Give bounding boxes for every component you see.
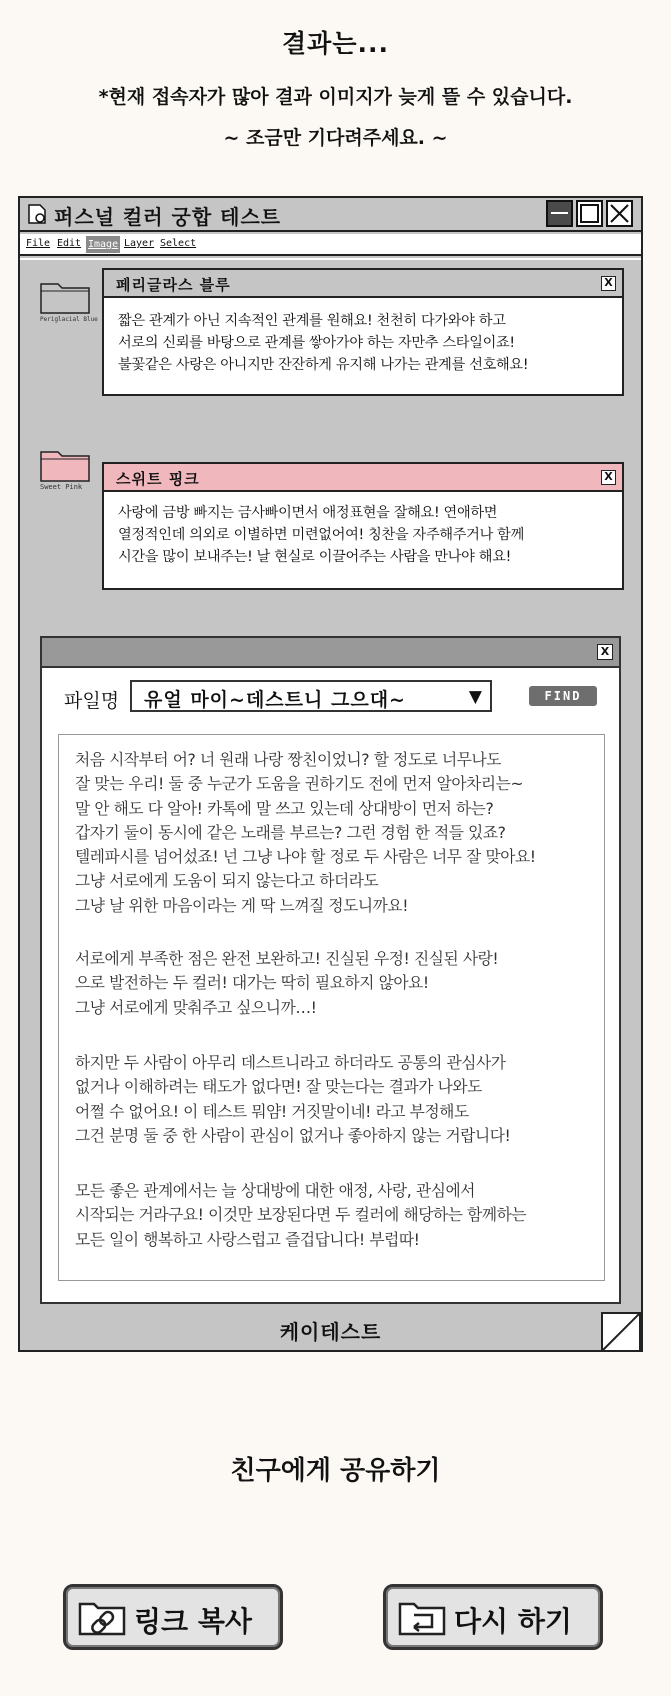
close-button[interactable] xyxy=(606,200,633,227)
paragraph-line: 처음 시작부터 어? 너 원래 나랑 짱친이었니? 할 정도로 너무나도 xyxy=(75,750,501,769)
retry-button[interactable] xyxy=(383,1584,603,1650)
paragraph-line: 모든 좋은 관계에서는 늘 상대방에 대한 애정, 사랑, 관심에서 xyxy=(75,1181,475,1200)
folder-label-pink: Sweet Pink xyxy=(40,483,83,491)
result-panel xyxy=(40,636,621,1304)
menu-edit[interactable]: Edit xyxy=(57,238,82,249)
minimize-button[interactable] xyxy=(546,200,573,227)
paragraph-line: 잘 맞는 우리! 둘 중 누군가 도움을 권하기도 전에 먼저 알아차리는~ xyxy=(75,774,524,794)
card-title: 스위트 핑크 xyxy=(116,470,200,488)
card-description xyxy=(118,502,612,568)
file-name-label: 파일명 xyxy=(64,690,120,712)
paragraph xyxy=(75,748,594,918)
paragraph-line: 텔레파시를 넘어섰죠! 넌 그냥 나야 할 정로 두 사람은 너무 잘 맞아요! xyxy=(75,847,536,867)
result-heading: 결과는... xyxy=(282,29,389,58)
copy-link-button[interactable] xyxy=(63,1584,283,1650)
paragraph xyxy=(75,1179,594,1252)
menu-select[interactable]: Select xyxy=(160,238,197,249)
card-titlebar xyxy=(104,270,622,298)
card-close-button[interactable]: X xyxy=(601,470,616,485)
paragraph-line: 말 안 해도 다 알아! 카톡에 말 쓰고 있는데 상대방이 먼저 하는? xyxy=(75,798,494,818)
card-periglacial-blue xyxy=(102,268,624,396)
panel-close-button[interactable]: X xyxy=(597,644,613,660)
menu-divider xyxy=(20,258,641,260)
paragraph-line: 그냥 서로에게 도움이 되지 않는다고 하더라도 xyxy=(75,871,379,891)
result-text-area xyxy=(58,734,605,1281)
retry-icon xyxy=(398,1599,448,1637)
copy-link-label: 링크 복사 xyxy=(134,1605,252,1638)
find-button[interactable]: FIND xyxy=(529,686,597,706)
paragraph-line: 갑자기 둘이 동시에 같은 노래를 부르는? 그런 경험 한 적들 있죠? xyxy=(75,822,506,842)
maximize-icon xyxy=(578,202,601,225)
card-line: 불꽃같은 사랑은 아니지만 잔잔하게 유지해 나가는 관계를 선호해요! xyxy=(118,357,529,373)
paragraph-line: 그건 분명 둘 중 한 사람이 관심이 없거나 좋아하지 않는 거랍니다! xyxy=(75,1125,511,1145)
card-titlebar xyxy=(104,464,622,492)
card-line: 짧은 관계가 아닌 지속적인 관계를 원해요! 천천히 다가와야 하고 xyxy=(118,313,506,329)
card-line: 시간을 많이 보내주는! 날 현실로 이끌어주는 사람을 만나야 해요! xyxy=(118,549,511,565)
panel-titlebar xyxy=(42,638,619,668)
pink-folder-icon[interactable] xyxy=(40,448,90,482)
close-icon xyxy=(608,202,631,225)
paragraph-line: 그냥 날 위한 마음이라는 게 딱 느껴질 정도니까요! xyxy=(75,895,409,915)
paragraph-line: 시작되는 거라구요! 이것만 보장된다면 두 컬러에 해당하는 함께하는 xyxy=(75,1205,527,1225)
resize-handle-icon[interactable] xyxy=(601,1312,641,1352)
menu-bar xyxy=(20,234,641,256)
paragraph-line: 없거나 이해하려는 태도가 없다면! 잘 맞는다는 결과가 나와도 xyxy=(75,1077,482,1097)
link-icon xyxy=(78,1599,128,1637)
card-close-button[interactable]: X xyxy=(601,276,616,291)
paragraph-line: 하지만 두 사람이 아무리 데스트니라고 하더라도 공통의 관심사가 xyxy=(75,1053,506,1072)
paragraph xyxy=(75,947,594,1020)
maximize-button[interactable] xyxy=(576,200,603,227)
menu-layer[interactable]: Layer xyxy=(124,238,155,249)
card-description xyxy=(118,310,612,376)
traffic-notice: *현재 접속자가 많아 결과 이미지가 늦게 뜰 수 있습니다. xyxy=(98,86,573,108)
file-name-select[interactable] xyxy=(130,680,492,712)
paragraph-line: 그냥 서로에게 맞춰주고 싶으니까…! xyxy=(75,997,317,1017)
menu-file[interactable]: File xyxy=(26,238,51,249)
paragraph-line: 모든 일이 행복하고 사랑스럽고 즐겁답니다! 부럽따! xyxy=(75,1229,420,1249)
menu-image[interactable]: Image xyxy=(86,236,120,253)
window-title: 퍼스널 컬러 궁합 테스트 xyxy=(54,205,282,229)
paragraph-line: 으로 발전하는 두 컬러! 대가는 딱히 필요하지 않아요! xyxy=(75,973,429,993)
window-titlebar xyxy=(20,198,641,232)
blue-folder-icon[interactable] xyxy=(40,280,90,314)
document-icon xyxy=(28,204,46,224)
paragraph xyxy=(75,1051,594,1148)
result-window xyxy=(18,196,643,1352)
paragraph-line: 서로에게 부족한 점은 완전 보완하고! 진실된 우정! 진실된 사랑! xyxy=(75,949,499,968)
card-line: 서로의 신뢰를 바탕으로 관계를 쌓아가야 하는 자만추 스타일이죠! xyxy=(118,335,515,351)
footer-brand: 케이테스트 xyxy=(279,1320,382,1344)
minimize-icon xyxy=(548,202,571,225)
folder-label-blue: Periglacial Blue xyxy=(40,316,98,323)
file-name-value: 유얼 마이~데스트니 그으대~ xyxy=(144,689,406,711)
card-line: 사랑에 금방 빠지는 금사빠이면서 애정표현을 잘해요! 연애하면 xyxy=(118,505,498,521)
card-title: 페리글라스 블루 xyxy=(116,276,231,294)
retry-label: 다시 하기 xyxy=(454,1605,572,1638)
dropdown-arrow-icon: ▼ xyxy=(468,687,482,707)
share-heading: 친구에게 공유하기 xyxy=(230,1456,441,1486)
paragraph-line: 어쩔 수 없어요! 이 테스트 뭐얌! 거짓말이네! 라고 부정해도 xyxy=(75,1101,469,1121)
card-line: 열정적인데 의외로 이별하면 미련없어여! 칭찬을 자주해주거나 함께 xyxy=(118,527,524,543)
card-sweet-pink xyxy=(102,462,624,590)
wait-message: ~ 조금만 기다려주세요. ~ xyxy=(223,127,448,149)
